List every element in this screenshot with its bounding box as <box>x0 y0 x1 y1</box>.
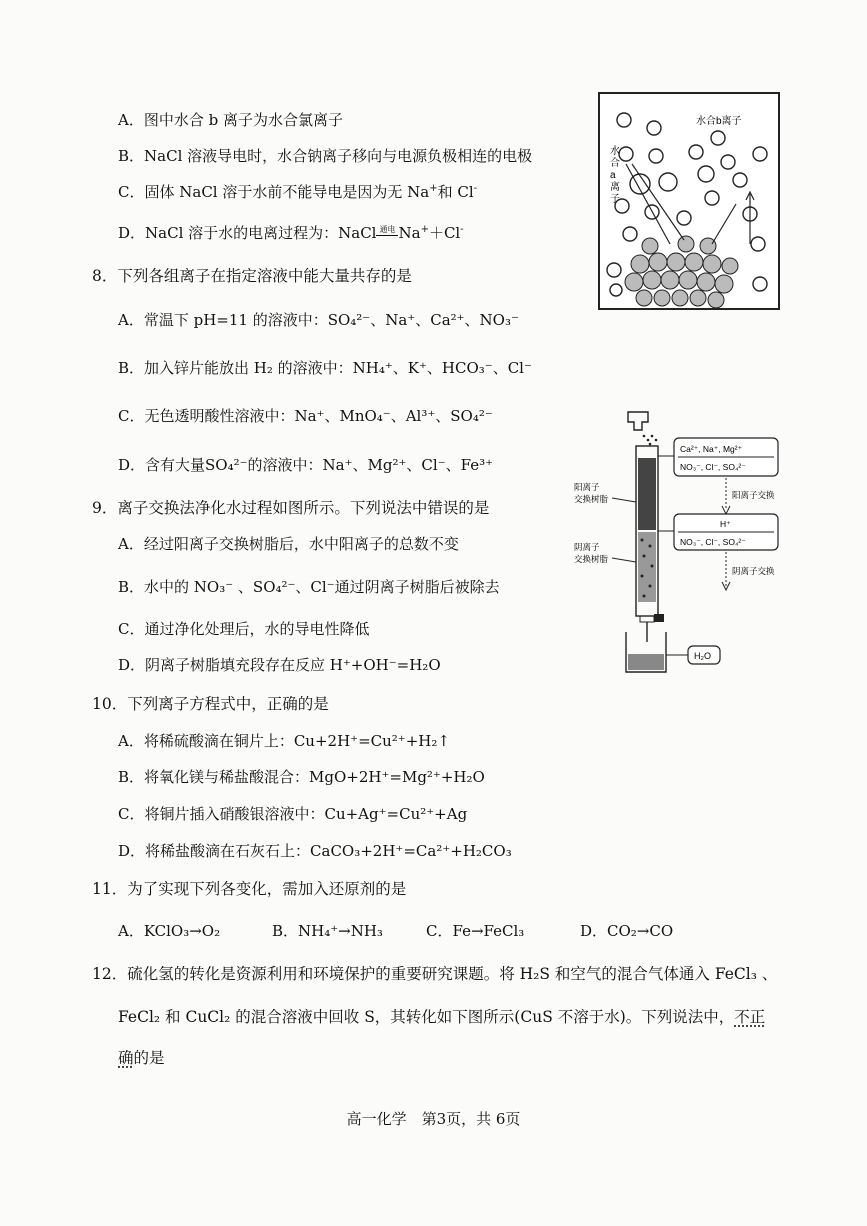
q8-option-a: A．常温下 pH=11 的溶液中：SO₄²⁻、Na⁺、Ca²⁺、NO₃⁻ <box>118 311 519 329</box>
q9-stem: 9．离子交换法净化水过程如图所示。下列说法中错误的是 <box>92 499 490 517</box>
fig1-label-b: 水合b离子 <box>696 116 742 127</box>
q12-line-2 <box>118 1005 765 1027</box>
q12-emphasis-2: 确 <box>118 1049 134 1067</box>
q7-option-c-mid: 和 Cl <box>437 183 474 201</box>
q11-stem: 11．为了实现下列各变化，需加入还原剂的是 <box>92 880 407 898</box>
q9-option-b: B．水中的 NO₃⁻ 、SO₄²⁻、Cl⁻通过阴离子树脂后被除去 <box>118 578 500 596</box>
q10-option-d: D．将稀盐酸滴在石灰石上：CaCO₃+2H⁺=Ca²⁺+H₂CO₃ <box>118 842 512 860</box>
anion-resin-label: 阴离子 <box>574 542 600 552</box>
q7-option-d-cl: ＋Cl <box>428 224 461 242</box>
q10-option-a: A．将稀硫酸滴在铜片上：Cu+2H⁺=Cu²⁺+H₂↑ <box>118 732 450 750</box>
q12-line-3-text: 的是 <box>133 1049 165 1067</box>
fig1-label-a: 水合 a 离子 <box>610 146 620 205</box>
cation-resin-label: 阳离子 <box>574 482 600 492</box>
q11-option-d: D．CO₂→CO <box>580 922 674 940</box>
q9-option-d: D．阴离子树脂填充段存在反应 H⁺+OH⁻=H₂O <box>118 656 441 674</box>
mid-box-anions: NO₃⁻, Cl⁻, SO₄²⁻ <box>680 537 746 547</box>
q8-option-c: C．无色透明酸性溶液中：Na⁺、MnO₄⁻、Al³⁺、SO₄²⁻ <box>118 407 493 425</box>
q7-option-b: B．NaCl 溶液导电时，水合钠离子移向与电源负极相连的电极 <box>118 147 533 165</box>
hydrated-ions-figure <box>598 92 780 310</box>
hydrated-ions-svg <box>600 94 778 308</box>
q10-stem: 10．下列离子方程式中，正确的是 <box>92 695 329 713</box>
q12-emphasis-1: 不正 <box>734 1008 766 1026</box>
q11-option-c: C．Fe→FeCl₃ <box>426 922 525 940</box>
q7-option-d-na: Na <box>398 224 421 242</box>
q12-line-2-text: FeCl₂ 和 CuCl₂ 的混合溶液中回收 S，其转化如下图所示(CuS 不溶于水)。下列说法中， <box>118 1008 735 1026</box>
anion-resin-label-2: 交换树脂 <box>574 554 609 564</box>
q8-option-b: B．加入锌片能放出 H₂ 的溶液中：NH₄⁺、K⁺、HCO₃⁻、Cl⁻ <box>118 359 532 377</box>
q12-line-1: 12．硫化氢的转化是资源利用和环境保护的重要研究课题。将 H₂S 和空气的混合气体通入 FeCl₃ 、 <box>92 965 778 983</box>
q7-option-d: D．NaCl 溶于水的电离过程为：NaCl 通电 Na+＋Cl- <box>118 224 464 242</box>
q12-line-3 <box>118 1046 165 1068</box>
anion-exchange-label: 阴离子交换 <box>732 566 775 576</box>
top-box-cations: Ca²⁺, Na⁺, Mg²⁺ <box>680 444 743 454</box>
q10-option-c: C．将铜片插入硝酸银溶液中：Cu+Ag⁺=Cu²⁺+Ag <box>118 805 468 823</box>
top-box-anions: NO₃⁻, Cl⁻, SO₄²⁻ <box>680 462 746 472</box>
q7-option-c: C．固体 NaCl 溶于水前不能导电是因为无 Na+和 Cl- <box>118 183 478 201</box>
mid-box-cations: H⁺ <box>720 519 731 529</box>
q8-stem: 8．下列各组离子在指定溶液中能大量共存的是 <box>92 267 412 285</box>
q7-option-a: A．图中水合 b 离子为水合氯离子 <box>118 111 343 129</box>
page-footer: 高一化学 第3页，共 6页 <box>346 1110 521 1128</box>
q11-option-a: A．KClO₃→O₂ <box>118 922 221 940</box>
q7-option-d-text: D．NaCl 溶于水的电离过程为：NaCl <box>118 224 377 242</box>
q8-option-d: D．含有大量SO₄²⁻的溶液中：Na⁺、Mg²⁺、Cl⁻、Fe³⁺ <box>118 456 494 474</box>
cation-resin-label-2: 交换树脂 <box>574 494 609 504</box>
q7-option-d-condition: 通电 <box>376 224 398 236</box>
q7-option-c-text: C．固体 NaCl 溶于水前不能导电是因为无 Na <box>118 183 430 201</box>
q11-option-b: B．NH₄⁺→NH₃ <box>272 922 383 940</box>
q9-option-c: C．通过净化处理后，水的导电性降低 <box>118 620 370 638</box>
ion-exchange-figure <box>570 410 785 680</box>
cation-exchange-label: 阳离子交换 <box>732 490 775 500</box>
ion-exchange-svg <box>570 410 785 680</box>
water-label: H₂O <box>694 651 711 661</box>
q10-option-b: B．将氧化镁与稀盐酸混合：MgO+2H⁺=Mg²⁺+H₂O <box>118 768 485 786</box>
q9-option-a: A．经过阳离子交换树脂后，水中阳离子的总数不变 <box>118 535 459 553</box>
